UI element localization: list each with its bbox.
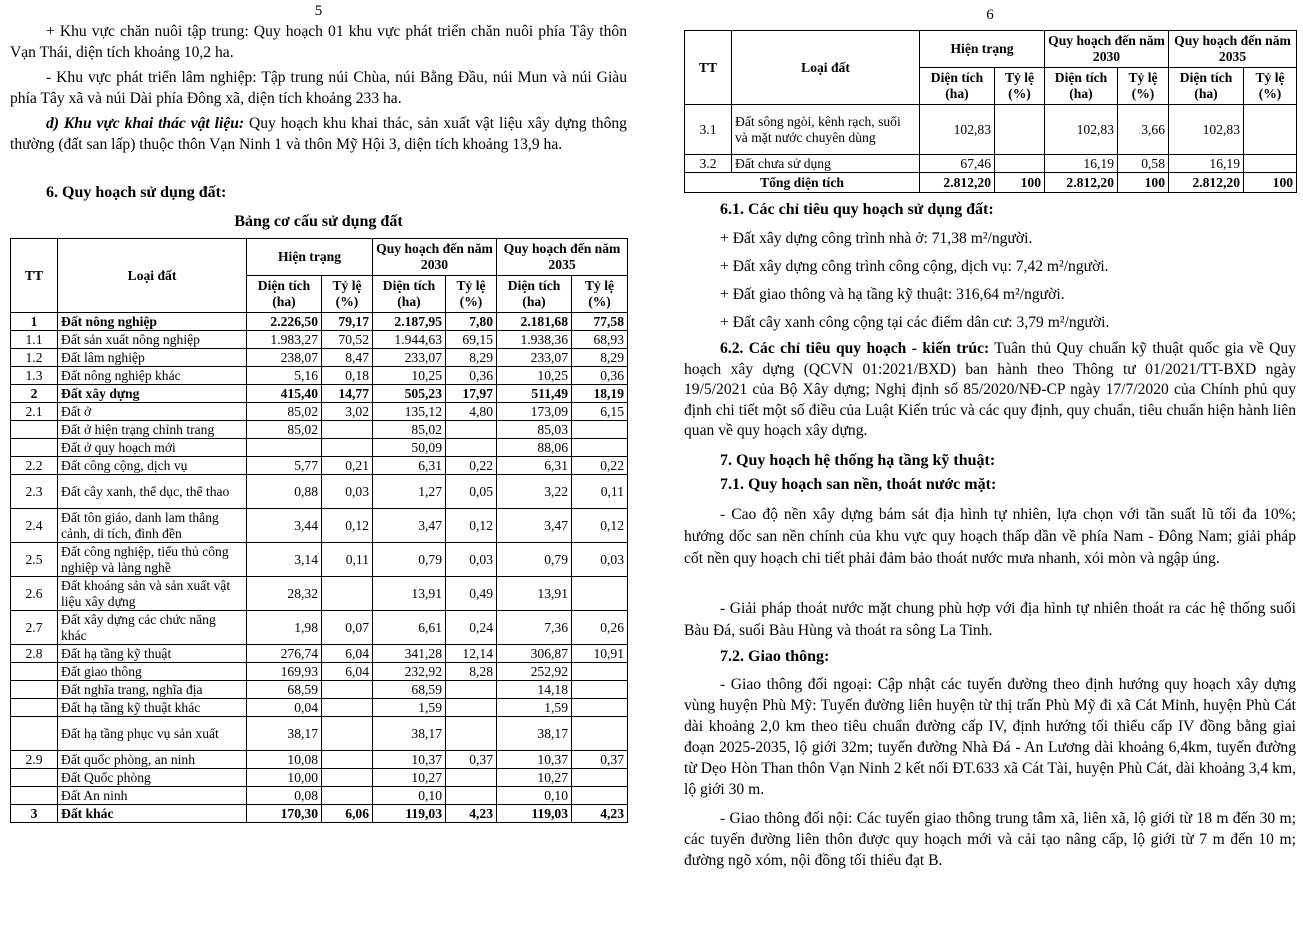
cell-q30-dt: 0,10 — [373, 787, 446, 805]
cell-ht-dt — [247, 439, 322, 457]
cell-q30-dt: 6,31 — [373, 457, 446, 475]
cell-q30-tl: 0,22 — [446, 457, 497, 475]
cell-q35-tl: 10,91 — [572, 645, 628, 663]
cell-ht-tl — [995, 105, 1045, 155]
cell-tt — [11, 717, 58, 751]
cell-name: Đất ở hiện trạng chỉnh trang — [58, 421, 247, 439]
total-q35-tl: 100 — [1244, 173, 1297, 193]
cell-q35-tl: 4,23 — [572, 805, 628, 823]
cell-q30-dt: 6,61 — [373, 611, 446, 645]
cell-ht-dt: 1.983,27 — [247, 331, 322, 349]
cell-ht-tl: 0,07 — [322, 611, 373, 645]
cell-ht-tl — [322, 751, 373, 769]
cell-q35-dt: 3,47 — [497, 509, 572, 543]
paragraph-materials-title: d) Khu vực khai thác vật liệu: — [46, 115, 245, 132]
cell-name: Đất hạ tầng kỹ thuật khác — [58, 699, 247, 717]
cell-q30-tl: 17,97 — [446, 385, 497, 403]
cell-q35-dt: 233,07 — [497, 349, 572, 367]
table-row — [685, 155, 1297, 173]
header-qh-2035: Quy hoạch đến năm 2035 — [497, 239, 628, 276]
header-loai-dat: Loại đất — [732, 31, 920, 105]
table-row — [11, 769, 628, 787]
cell-ht-tl — [322, 681, 373, 699]
cell-tt: 1 — [11, 313, 58, 331]
cell-q30-dt: 1,27 — [373, 475, 446, 509]
total-q30-dt: 2.812,20 — [1045, 173, 1118, 193]
indicator-transport: + Đất giao thông và hạ tầng kỹ thuật: 316,64 m²/người. — [720, 286, 1065, 303]
cell-q35-tl — [572, 577, 628, 611]
cell-q35-tl — [572, 421, 628, 439]
cell-name: Đất ở quy hoạch mới — [58, 439, 247, 457]
section-title-land-use: 6. Quy hoạch sử dụng đất: — [46, 184, 227, 201]
indicator-housing: + Đất xây dựng công trình nhà ở: 71,38 m²/người. — [720, 230, 1033, 247]
header-dien-tich: Diện tích (ha) — [373, 276, 446, 313]
land-use-table — [10, 238, 628, 823]
cell-tt — [11, 663, 58, 681]
cell-ht-tl: 8,47 — [322, 349, 373, 367]
cell-q35-dt: 3,22 — [497, 475, 572, 509]
total-q30-tl: 100 — [1118, 173, 1169, 193]
cell-q35-dt: 16,19 — [1169, 155, 1244, 173]
table-row — [11, 367, 628, 385]
cell-name: Đất nông nghiệp khác — [58, 367, 247, 385]
cell-q30-dt: 1,59 — [373, 699, 446, 717]
cell-q30-dt: 341,28 — [373, 645, 446, 663]
cell-q35-tl — [572, 663, 628, 681]
cell-name: Đất nông nghiệp — [58, 313, 247, 331]
table-row — [11, 313, 628, 331]
cell-name: Đất hạ tầng kỹ thuật — [58, 645, 247, 663]
table-row — [11, 421, 628, 439]
cell-q30-dt: 85,02 — [373, 421, 446, 439]
cell-tt: 2.8 — [11, 645, 58, 663]
cell-tt: 3.1 — [685, 105, 732, 155]
cell-q30-tl — [446, 787, 497, 805]
cell-q30-dt: 135,12 — [373, 403, 446, 421]
cell-tt: 2.2 — [11, 457, 58, 475]
table-row — [11, 787, 628, 805]
indicator-public: + Đất xây dựng công trình công cộng, dịch vụ: 7,42 m²/người. — [720, 258, 1109, 275]
total-ht-tl: 100 — [995, 173, 1045, 193]
cell-q35-tl — [572, 717, 628, 751]
cell-ht-dt: 0,04 — [247, 699, 322, 717]
header-tt: TT — [11, 239, 58, 313]
header-qh-2030: Quy hoạch đến năm 2030 — [1045, 31, 1169, 68]
land-use-table-continued — [684, 30, 1297, 193]
table-row — [11, 805, 628, 823]
cell-q35-dt: 85,03 — [497, 421, 572, 439]
cell-q35-dt: 119,03 — [497, 805, 572, 823]
cell-ht-dt: 68,59 — [247, 681, 322, 699]
cell-q35-tl — [572, 681, 628, 699]
cell-q35-dt: 0,79 — [497, 543, 572, 577]
total-label: Tổng diện tích — [685, 173, 920, 193]
cell-q30-tl: 7,80 — [446, 313, 497, 331]
cell-q30-dt: 10,27 — [373, 769, 446, 787]
cell-q35-dt: 511,49 — [497, 385, 572, 403]
section-6-2-title: 6.2. Các chỉ tiêu quy hoạch - kiến trúc: — [720, 340, 990, 357]
cell-tt: 2.5 — [11, 543, 58, 577]
cell-q30-dt: 1.944,63 — [373, 331, 446, 349]
cell-ht-dt: 0,88 — [247, 475, 322, 509]
table-row — [11, 681, 628, 699]
table-row — [11, 385, 628, 403]
cell-ht-tl — [322, 717, 373, 751]
cell-ht-dt: 276,74 — [247, 645, 322, 663]
table-row — [11, 699, 628, 717]
header-hien-trang: Hiện trạng — [247, 239, 373, 276]
cell-q35-dt: 88,06 — [497, 439, 572, 457]
table-row — [11, 751, 628, 769]
cell-q30-dt: 2.187,95 — [373, 313, 446, 331]
cell-ht-dt: 10,08 — [247, 751, 322, 769]
cell-ht-dt: 2.226,50 — [247, 313, 322, 331]
cell-name: Đất An ninh — [58, 787, 247, 805]
header-ty-le: Tỷ lệ (%) — [572, 276, 628, 313]
cell-tt: 2.4 — [11, 509, 58, 543]
cell-q35-tl: 0,37 — [572, 751, 628, 769]
section-6-2-text: Tuân thủ Quy chuẩn kỹ thuật quốc gia về Quy hoạch xây dựng (QCVN 01:2021/BXD) ban hành theo Thông tư 01/2021/TT-BXD ngày 19/5/2021 của Bộ Xây dựng; Nghị định số 85/2020/NĐ-CP ngày 17/7/2020 của Chính phủ quy định chi tiết một số điều của Luật Kiến trúc và các quy định, quy chuẩn, tiêu chuẩn hiện hành liên quan về quy hoạch xây dựng. — [684, 340, 1296, 439]
cell-ht-tl: 3,02 — [322, 403, 373, 421]
header-ty-le: Tỷ lệ (%) — [322, 276, 373, 313]
cell-q30-tl — [446, 699, 497, 717]
total-q35-dt: 2.812,20 — [1169, 173, 1244, 193]
cell-q30-tl — [446, 439, 497, 457]
cell-name: Đất quốc phòng, an ninh — [58, 751, 247, 769]
section-7-2-title: 7.2. Giao thông: — [720, 648, 830, 665]
table-row — [11, 349, 628, 367]
cell-ht-tl: 6,06 — [322, 805, 373, 823]
cell-tt — [11, 787, 58, 805]
cell-q35-tl — [1244, 105, 1297, 155]
header-qh-2035: Quy hoạch đến năm 2035 — [1169, 31, 1297, 68]
cell-q35-tl: 6,15 — [572, 403, 628, 421]
cell-tt — [11, 421, 58, 439]
cell-name: Đất xây dựng các chức năng khác — [58, 611, 247, 645]
cell-q30-tl — [446, 717, 497, 751]
cell-tt: 2.9 — [11, 751, 58, 769]
cell-ht-tl — [322, 787, 373, 805]
header-ty-le: Tỷ lệ (%) — [1244, 68, 1297, 105]
cell-tt: 2.1 — [11, 403, 58, 421]
cell-tt — [11, 439, 58, 457]
paragraph-livestock: + Khu vực chăn nuôi tập trung: Quy hoạch 01 khu vực phát triển chăn nuôi phía Tây thôn Vạn Thái, diện tích khoảng 10,2 ha. — [10, 23, 627, 61]
table-row — [11, 439, 628, 457]
cell-q30-dt: 0,79 — [373, 543, 446, 577]
cell-q30-dt: 16,19 — [1045, 155, 1118, 173]
cell-q30-tl: 0,49 — [446, 577, 497, 611]
cell-q30-dt: 232,92 — [373, 663, 446, 681]
cell-ht-tl: 6,04 — [322, 645, 373, 663]
cell-q30-dt: 119,03 — [373, 805, 446, 823]
cell-q30-tl — [446, 421, 497, 439]
cell-q35-dt: 13,91 — [497, 577, 572, 611]
cell-name: Đất giao thông — [58, 663, 247, 681]
cell-ht-tl — [322, 699, 373, 717]
cell-ht-dt: 5,77 — [247, 457, 322, 475]
section-6-1-title: 6.1. Các chỉ tiêu quy hoạch sử dụng đất: — [720, 201, 994, 218]
cell-ht-tl — [322, 421, 373, 439]
cell-tt: 1.1 — [11, 331, 58, 349]
cell-q35-tl: 77,58 — [572, 313, 628, 331]
header-dien-tich: Diện tích (ha) — [497, 276, 572, 313]
paragraph-forestry: - Khu vực phát triển lâm nghiệp: Tập trung núi Chùa, núi Bằng Đầu, núi Mun và núi Giàu phía Tây xã và núi Dài phía Đông xã, diện tích khoảng 233 ha. — [10, 69, 627, 107]
cell-q30-tl — [446, 769, 497, 787]
table-row — [11, 509, 628, 543]
page-right — [684, 0, 1296, 871]
cell-q35-dt: 1,59 — [497, 699, 572, 717]
cell-name: Đất ở — [58, 403, 247, 421]
cell-ht-tl: 0,11 — [322, 543, 373, 577]
cell-name: Đất xây dựng — [58, 385, 247, 403]
cell-ht-dt: 28,32 — [247, 577, 322, 611]
header-loai-dat: Loại đất — [58, 239, 247, 313]
header-hien-trang: Hiện trạng — [920, 31, 1045, 68]
cell-name: Đất sông ngòi, kênh rạch, suối và mặt nước chuyên dùng — [732, 105, 920, 155]
cell-q30-tl: 8,29 — [446, 349, 497, 367]
cell-q35-dt: 252,92 — [497, 663, 572, 681]
cell-q30-dt: 233,07 — [373, 349, 446, 367]
cell-q35-dt: 1.938,36 — [497, 331, 572, 349]
header-tt: TT — [685, 31, 732, 105]
cell-q35-dt: 10,37 — [497, 751, 572, 769]
cell-tt — [11, 681, 58, 699]
header-dien-tich: Diện tích (ha) — [247, 276, 322, 313]
cell-tt: 1.3 — [11, 367, 58, 385]
cell-q30-tl: 3,66 — [1118, 105, 1169, 155]
table-row — [685, 105, 1297, 155]
page-number: 6 — [986, 7, 994, 23]
cell-ht-tl: 0,21 — [322, 457, 373, 475]
cell-name: Đất khoáng sản và sản xuất vật liệu xây dựng — [58, 577, 247, 611]
cell-q30-dt: 68,59 — [373, 681, 446, 699]
cell-name: Đất nghĩa trang, nghĩa địa — [58, 681, 247, 699]
cell-q30-tl: 0,37 — [446, 751, 497, 769]
paragraph-materials-text: Quy hoạch khu khai thác, sản xuất vật liệu xây dựng thông thường (đất san lấp) thuộc thôn Vạn Ninh 1 và thôn Mỹ Hội 3, diện tích khoảng 13,9 ha. — [10, 115, 627, 153]
section-7-title: 7. Quy hoạch hệ thống hạ tầng kỹ thuật: — [720, 452, 996, 469]
cell-q30-dt: 505,23 — [373, 385, 446, 403]
table-row — [11, 543, 628, 577]
cell-q30-dt: 10,25 — [373, 367, 446, 385]
cell-q30-tl: 4,80 — [446, 403, 497, 421]
cell-q35-tl: 0,12 — [572, 509, 628, 543]
cell-ht-dt: 415,40 — [247, 385, 322, 403]
header-dien-tich: Diện tích (ha) — [1045, 68, 1118, 105]
header-qh-2030: Quy hoạch đến năm 2030 — [373, 239, 497, 276]
paragraph-7-1-a: - Cao độ nền xây dựng bám sát địa hình tự nhiên, lựa chọn với tần suất lũ tối đa 10%; hướng dốc san nền chính của khu vực quy hoạch thấp dần về phía Nam - Đông Nam; giải pháp cốt nền quy hoạch chi tiết phải đảm bảo thoát nước mưa nhanh, xói mòn và ngập úng. — [684, 506, 1296, 567]
cell-tt: 3.2 — [685, 155, 732, 173]
page-number: 5 — [314, 3, 323, 19]
table-row — [11, 611, 628, 645]
cell-tt: 2.7 — [11, 611, 58, 645]
cell-q35-tl — [1244, 155, 1297, 173]
cell-name: Đất chưa sử dụng — [732, 155, 920, 173]
cell-q35-tl: 18,19 — [572, 385, 628, 403]
cell-q30-tl — [446, 681, 497, 699]
table-row — [11, 403, 628, 421]
cell-name: Đất cây xanh, thể dục, thể thao — [58, 475, 247, 509]
cell-q30-tl: 0,03 — [446, 543, 497, 577]
cell-q35-dt: 2.181,68 — [497, 313, 572, 331]
cell-q35-tl: 0,11 — [572, 475, 628, 509]
header-dien-tich: Diện tích (ha) — [1169, 68, 1244, 105]
cell-ht-tl: 6,04 — [322, 663, 373, 681]
cell-tt: 3 — [11, 805, 58, 823]
cell-q35-dt: 0,10 — [497, 787, 572, 805]
cell-ht-tl — [322, 769, 373, 787]
cell-q30-tl: 0,58 — [1118, 155, 1169, 173]
cell-ht-tl: 79,17 — [322, 313, 373, 331]
cell-q35-dt: 38,17 — [497, 717, 572, 751]
cell-q35-dt: 173,09 — [497, 403, 572, 421]
cell-ht-dt: 0,08 — [247, 787, 322, 805]
cell-q30-dt: 13,91 — [373, 577, 446, 611]
cell-ht-dt: 85,02 — [247, 421, 322, 439]
table-row — [11, 331, 628, 349]
cell-q30-tl: 12,14 — [446, 645, 497, 663]
cell-q35-tl: 8,29 — [572, 349, 628, 367]
cell-q35-tl — [572, 787, 628, 805]
cell-ht-dt: 85,02 — [247, 403, 322, 421]
cell-tt: 2 — [11, 385, 58, 403]
cell-ht-tl: 0,12 — [322, 509, 373, 543]
cell-q30-tl: 0,05 — [446, 475, 497, 509]
cell-q35-tl — [572, 769, 628, 787]
cell-q30-dt: 38,17 — [373, 717, 446, 751]
table-row — [11, 577, 628, 611]
cell-q30-tl: 8,28 — [446, 663, 497, 681]
cell-ht-dt: 102,83 — [920, 105, 995, 155]
total-ht-dt: 2.812,20 — [920, 173, 995, 193]
cell-name: Đất công nghiệp, tiểu thủ công nghiệp và làng nghề — [58, 543, 247, 577]
cell-q35-dt: 7,36 — [497, 611, 572, 645]
cell-ht-tl: 0,03 — [322, 475, 373, 509]
cell-name: Đất tôn giáo, danh lam thắng cảnh, di tích, đình đền — [58, 509, 247, 543]
cell-q30-dt: 3,47 — [373, 509, 446, 543]
cell-name: Đất Quốc phòng — [58, 769, 247, 787]
cell-name: Đất sản xuất nông nghiệp — [58, 331, 247, 349]
cell-q35-tl: 0,36 — [572, 367, 628, 385]
table-row — [11, 717, 628, 751]
cell-tt: 1.2 — [11, 349, 58, 367]
cell-q35-dt: 306,87 — [497, 645, 572, 663]
cell-ht-dt: 5,16 — [247, 367, 322, 385]
cell-q35-tl: 68,93 — [572, 331, 628, 349]
table-row — [11, 663, 628, 681]
cell-q35-tl: 0,22 — [572, 457, 628, 475]
cell-name: Đất khác — [58, 805, 247, 823]
table-row — [11, 645, 628, 663]
cell-q30-dt: 102,83 — [1045, 105, 1118, 155]
cell-ht-dt: 38,17 — [247, 717, 322, 751]
cell-tt — [11, 769, 58, 787]
header-ty-le: Tỷ lệ (%) — [995, 68, 1045, 105]
cell-ht-dt: 3,14 — [247, 543, 322, 577]
cell-ht-dt: 3,44 — [247, 509, 322, 543]
paragraph-7-2-a: - Giao thông đối ngoại: Cập nhật các tuyến đường theo định hướng quy hoạch xây dựng vùng huyện Phù Mỹ: Tuyến đường liên huyện từ thị trấn Phù Mỹ đi xã Cát Minh, huyện Phù Cát dài khoảng 2,0 km theo tiêu chuẩn đường cấp IV, định hướng tối thiểu cấp IV đồng bằng giai đoạn 2025-2035, lộ giới 32m; tuyến đường Nhà Đá - An Lương dài khoảng 6,4km, tuyến đường từ Dẹo Hòn Than thôn Vạn Ninh 2 kết nối ĐT.633 xã Cát Tài, huyện Phù Cát, dài khoảng 3,4 km, lộ giới 30 m. — [684, 676, 1296, 798]
table-total-row — [685, 173, 1297, 193]
cell-ht-tl — [322, 577, 373, 611]
cell-q35-dt: 10,27 — [497, 769, 572, 787]
page-left — [10, 0, 627, 823]
cell-q30-tl: 0,12 — [446, 509, 497, 543]
header-dien-tich: Diện tích (ha) — [920, 68, 995, 105]
cell-q35-dt: 14,18 — [497, 681, 572, 699]
cell-q30-dt: 50,09 — [373, 439, 446, 457]
cell-q30-tl: 69,15 — [446, 331, 497, 349]
paragraph-7-1-b: - Giải pháp thoát nước mặt chung phù hợp với địa hình tự nhiên thoát ra các hệ thống suối Bàu Đá, suối Bàu Hùng và thoát ra sông La Tinh. — [684, 600, 1296, 639]
cell-ht-dt: 67,46 — [920, 155, 995, 173]
cell-ht-tl: 14,77 — [322, 385, 373, 403]
cell-tt: 2.6 — [11, 577, 58, 611]
cell-q35-tl: 0,26 — [572, 611, 628, 645]
header-ty-le: Tỷ lệ (%) — [1118, 68, 1169, 105]
cell-q30-tl: 0,24 — [446, 611, 497, 645]
section-7-1-title: 7.1. Quy hoạch san nền, thoát nước mặt: — [720, 476, 997, 493]
cell-q30-dt: 10,37 — [373, 751, 446, 769]
cell-ht-dt: 10,00 — [247, 769, 322, 787]
cell-name: Đất lâm nghiệp — [58, 349, 247, 367]
cell-q30-tl: 0,36 — [446, 367, 497, 385]
cell-q35-tl — [572, 699, 628, 717]
paragraph-6-2 — [684, 339, 1296, 442]
cell-tt — [11, 699, 58, 717]
cell-q35-tl: 0,03 — [572, 543, 628, 577]
table-caption: Bảng cơ cấu sử dụng đất — [234, 213, 403, 230]
cell-ht-dt: 1,98 — [247, 611, 322, 645]
paragraph-7-2-b: - Giao thông đối nội: Các tuyến giao thông trung tâm xã, liên xã, lộ giới từ 18 m đến 30 m; các tuyến đường liên thôn được quy hoạch mới và cải tạo nâng cấp, lộ giới từ 7 m đến 10 m; đường ngõ xóm, nội đồng tối thiểu đạt B. — [684, 810, 1296, 869]
table-row — [11, 475, 628, 509]
cell-ht-tl: 70,52 — [322, 331, 373, 349]
cell-q35-dt: 6,31 — [497, 457, 572, 475]
cell-ht-tl: 0,18 — [322, 367, 373, 385]
cell-tt: 2.3 — [11, 475, 58, 509]
cell-ht-dt: 170,30 — [247, 805, 322, 823]
cell-q35-dt: 102,83 — [1169, 105, 1244, 155]
cell-ht-dt: 169,93 — [247, 663, 322, 681]
cell-name: Đất công cộng, dịch vụ — [58, 457, 247, 475]
cell-q30-tl: 4,23 — [446, 805, 497, 823]
cell-q35-tl — [572, 439, 628, 457]
table-row — [11, 457, 628, 475]
header-ty-le: Tỷ lệ (%) — [446, 276, 497, 313]
cell-ht-tl — [995, 155, 1045, 173]
cell-ht-dt: 238,07 — [247, 349, 322, 367]
cell-ht-tl — [322, 439, 373, 457]
paragraph-materials — [10, 114, 627, 176]
indicator-greenery: + Đất cây xanh công cộng tại các điểm dân cư: 3,79 m²/người. — [720, 314, 1110, 331]
cell-name: Đất hạ tầng phục vụ sản xuất — [58, 717, 247, 751]
cell-q35-dt: 10,25 — [497, 367, 572, 385]
